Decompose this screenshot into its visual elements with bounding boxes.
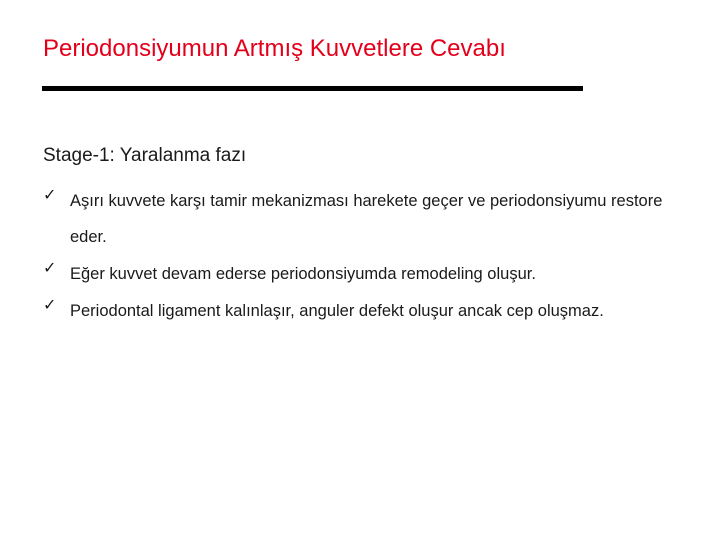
title-divider [42, 86, 583, 91]
bullet-item [43, 183, 683, 255]
bullet-text: Eğer kuvvet devam ederse periodonsiyumda remodeling oluşur. [70, 265, 536, 283]
check-icon: ✓ [43, 260, 57, 277]
bullet-item [43, 256, 683, 292]
bullet-text: Aşırı kuvvete karşı tamir mekanizması harekete geçer ve periodonsiyumu restore eder. [70, 192, 663, 246]
check-icon: ✓ [43, 297, 57, 314]
check-icon: ✓ [43, 187, 57, 204]
bullet-list [43, 188, 683, 335]
bullet-text: Periodontal ligament kalınlaşır, anguler defekt oluşur ancak cep oluşmaz. [70, 302, 604, 320]
section-heading: Stage-1: Yaralanma fazı [43, 145, 247, 166]
slide-title: Periodonsiyumun Artmış Kuvvetlere Cevabı [43, 35, 506, 62]
bullet-item [43, 293, 683, 329]
